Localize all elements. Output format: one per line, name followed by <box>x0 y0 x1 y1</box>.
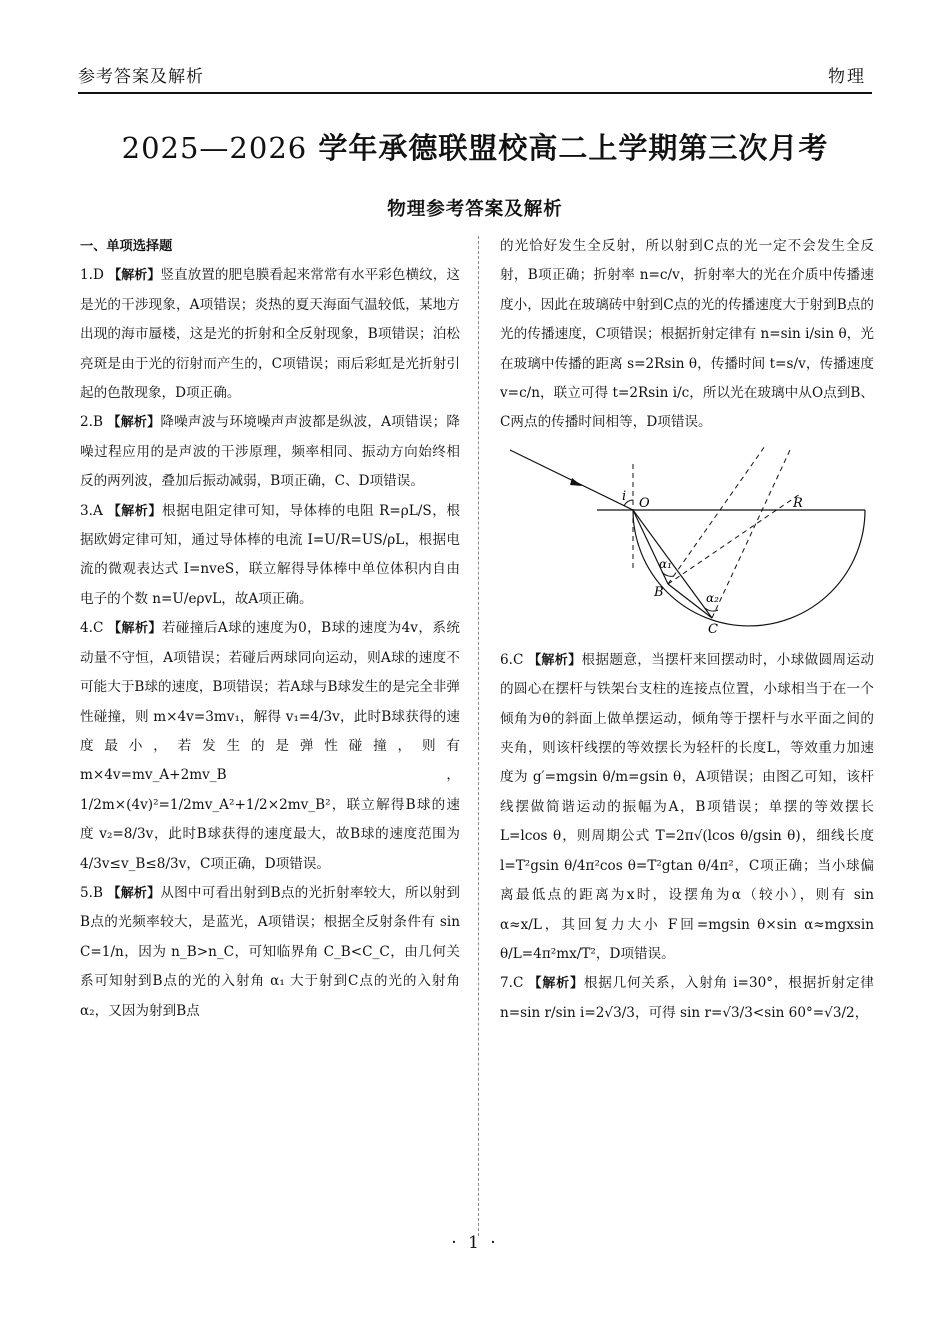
answer-item-7 <box>500 969 874 1028</box>
answer-body: 从图中可看出射到B点的光折射率较大，所以射到B点的光频率较大，是蓝光，A项错误；根据全反射条件有 sin C=1/n，因为 n_B>n_C，可知临界角 C_B<C_C，由几何关系可知射到B点的光的入射角 α₁ 大于射到C点的光的入射角 α₂，又因为射到B点 <box>80 884 460 1019</box>
answer-item-2 <box>80 408 460 496</box>
ray-arrow <box>570 478 582 486</box>
analysis-tag: 【解析】 <box>108 268 161 284</box>
label-i: i <box>622 488 627 504</box>
analysis-tag: 【解析】 <box>108 621 162 637</box>
label-r: R <box>793 495 803 511</box>
answer-num: 6.C <box>500 651 524 668</box>
answer-item-5 <box>80 879 460 1026</box>
page-subtitle: 物理参考答案及解析 <box>387 199 563 220</box>
label-c: C <box>708 621 718 637</box>
answer-body: 竖直放置的肥皂膜看起来常常有水平彩色横纹，这是光的干涉现象，A项错误；炎热的夏天海面气温较低，某地方出现的海市蜃楼，这是光的折射和全反射现象，B项错误；泊松亮斑是由于光的衍射而产生的，C项错误；雨后彩虹是光折射引起的色散现象，D项正确。 <box>80 267 461 402</box>
answer-body: 降噪声波与环境噪声声波都是纵波，A项错误；降噪过程应用的是声波的干涉原理，频率相同、振动方向始终相反的两列波，叠加后振动减弱，B项正确，C、D项错误。 <box>80 414 460 490</box>
answer-body: 根据几何关系，入射角 i=30°，根据折射定律 n=sin r/sin i=2√3/3，可得 sin r=√3/3<sin 60°=√3/2， <box>500 975 874 1021</box>
label-a2: α₂ <box>706 590 719 605</box>
analysis-tag: 【解析】 <box>107 503 162 519</box>
header-left: 参考答案及解析 <box>78 67 204 87</box>
answer-item-4 <box>80 614 460 879</box>
optics-figure <box>500 444 874 644</box>
analysis-tag: 【解析】 <box>107 415 161 431</box>
section-heading: 一、单项选择题 <box>80 239 173 254</box>
answer-num: 7.C <box>500 975 524 992</box>
ray-to-c <box>633 510 712 618</box>
answer-body: 根据电阻定律可知，导体棒的电阻 R=ρL/S，根据欧姆定律可知，通过导体棒的电流 I=U/R=US/ρL，根据电流的微观表达式 I=nveS，联立解得导体棒中单位体积内自由电子的个数 n=U/eρvL，故A项正确。 <box>80 502 460 607</box>
label-b: B <box>654 584 664 600</box>
answer-num: 5.B <box>80 884 103 901</box>
right-column <box>500 232 874 1028</box>
answer-num: 2.B <box>80 414 103 431</box>
title-year: 2025—2026 <box>121 131 308 165</box>
answer-item-3 <box>80 497 460 615</box>
dashed-normal-c <box>712 450 790 618</box>
label-o: O <box>639 495 650 511</box>
label-a1: α₁ <box>659 556 672 571</box>
dashed-normal-b <box>668 446 765 584</box>
page-number: · 1 · <box>451 1233 499 1253</box>
dashed-extension <box>668 494 800 584</box>
header-right: 物理 <box>828 67 866 87</box>
header-rule <box>78 92 872 94</box>
answer-num: 4.C <box>80 620 104 637</box>
answer-num: 3.A <box>80 502 103 519</box>
title-text: 学年承德联盟校高二上学期第三次月考 <box>318 131 829 165</box>
analysis-tag: 【解析】 <box>107 885 161 901</box>
answer-item-5-continued: 的光恰好发生全反射，所以射到C点的光一定不会发生全反射，B项正确；折射率 n=c/v，折射率大的光在介质中传播速度小，因此在玻璃砖中射到C点的光的传播速度大于射到B点的光的传播速度，C项错误；根据折射定律有 n=sin i/sin θ，光在玻璃中传播的距离 s=2Rsin θ，传播时间 t=s/v，传播速度 v=c/n，联立可得 t=2Rsin i/c，所以光在玻璃中从O点到B、C两点的传播时间相等，D项错误。 <box>500 238 874 431</box>
analysis-tag: 【解析】 <box>528 652 582 668</box>
analysis-tag: 【解析】 <box>528 976 584 992</box>
column-divider <box>478 236 479 1236</box>
answer-body: 若碰撞后A球的速度为0，B球的速度为4v，系统动量不守恒，A项错误；若碰后两球同向运动，则A球的速度不可能大于B球的速度，B项错误；若A球与B球发生的是完全非弹性碰撞，则 m×4v=3mv₁，解得 v₁=4/3v，此时B球获得的速度最小，若发生的是弹性碰撞，则有 m×4v=mv_A+2mv_B，1/2m×(4v)²=1/2mv_A²+1/2×2mv_B²，联立解得B球的速度 v₂=8/3v，此时B球获得的速度最大，故B球的速度范围为 4/3v≤v_B≤8/3v，C项正确，D项错误。 <box>80 620 460 872</box>
answer-num: 1.D <box>80 267 104 284</box>
page-title <box>0 126 950 167</box>
left-column <box>80 232 460 1026</box>
answer-body: 根据题意，当摆杆来回摆动时，小球做圆周运动的圆心在摆杆与铁架台支柱的连接点位置，小球相当于在一个倾角为θ的斜面上做单摆运动，倾角等于摆杆与水平面之间的夹角，则该杆线摆的等效摆长为轻杆的长度L，等效重力加速度为 g′=mgsin θ/m=gsin θ，A项错误；由图乙可知，该杆线摆做简谐运动的振幅为A，B项错误；单摆的等效摆长 L=lcos θ，则周期公式 T=2π√(lcos θ/gsin θ)，细线长度 l=T²gsin θ/4π²cos θ=T²gtan θ/4π²，C项正确；当小球偏离最低点的距离为x时，设摆角为α（较小），则有 sin α≈x/L，其回复力大小 F回=mgsin θ×sin α≈mgxsin θ/L=4π²mx/T²，D项错误。 <box>500 651 875 962</box>
answer-item-1 <box>80 261 460 408</box>
answer-item-6 <box>500 646 874 969</box>
